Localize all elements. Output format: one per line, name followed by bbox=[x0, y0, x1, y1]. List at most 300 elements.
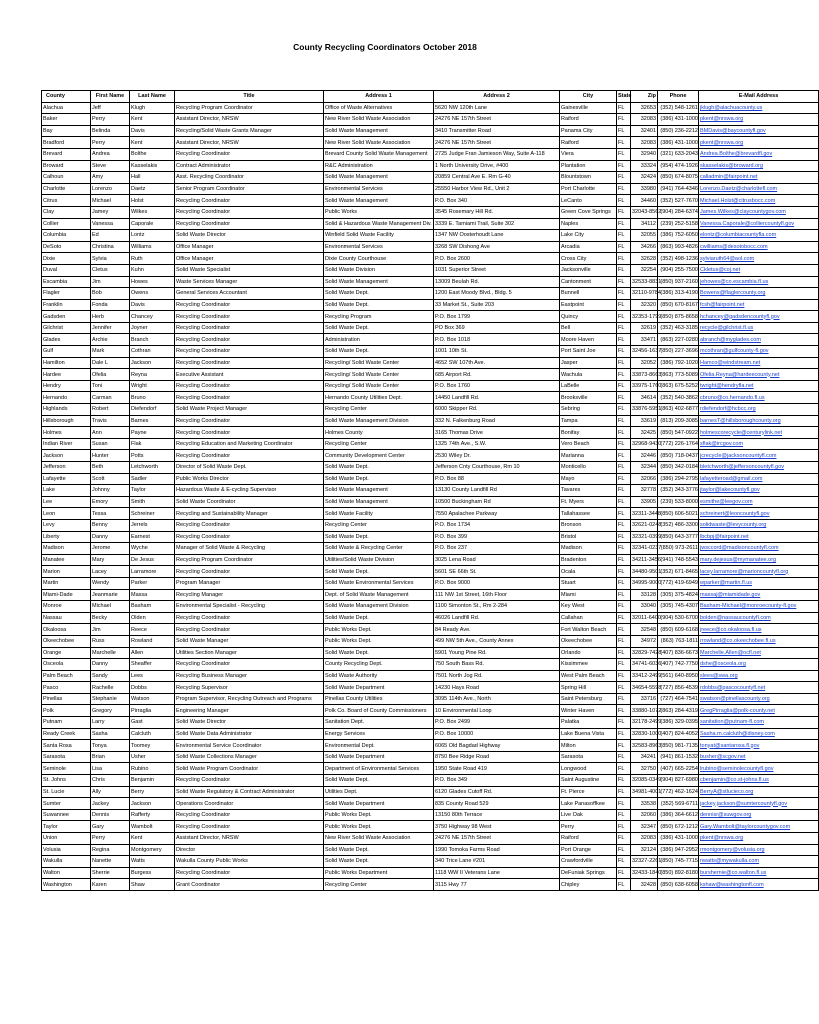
cell-title: Director bbox=[175, 844, 324, 856]
cell-state: FL bbox=[617, 148, 631, 160]
cell-address-2: 1118 WW II Veterans Lane bbox=[434, 867, 560, 879]
cell-first-name: Cletus bbox=[91, 264, 130, 276]
cell-zip: 32424 bbox=[631, 172, 658, 184]
cell-zip: 34981-4001 bbox=[631, 786, 658, 798]
cell-email[interactable]: Hamco@windstream.net bbox=[699, 357, 819, 369]
cell-first-name: Dennis bbox=[91, 809, 130, 821]
cell-email[interactable]: Andrea.Bolthe@brevardfl.gov bbox=[699, 148, 819, 160]
cell-state: FL bbox=[617, 288, 631, 300]
cell-email[interactable]: schreinert@leoncountyfl.gov bbox=[699, 508, 819, 520]
cell-first-name: Herb bbox=[91, 311, 130, 323]
cell-city: Chipley bbox=[560, 879, 617, 891]
column-header-email: E-Mail Address bbox=[699, 91, 819, 103]
cell-email[interactable]: sanitation@putnam-fl.com bbox=[699, 717, 819, 729]
cell-title: Environmental Service Coordinator bbox=[175, 740, 324, 752]
cell-last-name: Toomey bbox=[130, 740, 175, 752]
cell-county: Sarasota bbox=[42, 751, 91, 763]
cell-last-name: Earnest bbox=[130, 531, 175, 543]
cell-address-2: P.O. Box 340 bbox=[434, 195, 560, 207]
cell-county: Polk bbox=[42, 705, 91, 717]
cell-email[interactable]: twright@hendryfla.net bbox=[699, 380, 819, 392]
cell-phone: (772) 462-1624 bbox=[658, 786, 699, 798]
cell-email[interactable]: cwilliams@desotobocc.com bbox=[699, 241, 819, 253]
cell-state: FL bbox=[617, 218, 631, 230]
cell-zip: 32347 bbox=[631, 821, 658, 833]
cell-email[interactable]: recycle@gilchrist.fl.us bbox=[699, 322, 819, 334]
cell-address-1: Winfield Solid Waste Facility bbox=[324, 230, 434, 242]
cell-phone: (863) 675-5252 bbox=[658, 380, 699, 392]
cell-state: FL bbox=[617, 380, 631, 392]
cell-email[interactable]: Bowens@flaglercounty.org bbox=[699, 288, 819, 300]
cell-city: Raiford bbox=[560, 137, 617, 149]
table-row bbox=[42, 241, 819, 253]
cell-first-name: Johnny bbox=[91, 485, 130, 497]
cell-title: Director of Solid Waste Dept. bbox=[175, 462, 324, 474]
cell-city: Eastpoint bbox=[560, 299, 617, 311]
cell-address-1: Brevard County Solid Waste Management bbox=[324, 148, 434, 160]
cell-address-2: 332 N. Falkenburg Road bbox=[434, 415, 560, 427]
cell-title: Recycling Education and Marketing Coordinator bbox=[175, 438, 324, 450]
cell-address-2: P.O. Box 88 bbox=[434, 473, 560, 485]
cell-email[interactable]: slees@swa.org bbox=[699, 670, 819, 682]
cell-last-name: Potts bbox=[130, 450, 175, 462]
cell-zip: 33471 bbox=[631, 334, 658, 346]
table-row bbox=[42, 369, 819, 381]
cell-title: Recycling/Solid Waste Grants Manager bbox=[175, 125, 324, 137]
cell-zip: 33040 bbox=[631, 601, 658, 613]
cell-first-name: Karen bbox=[91, 879, 130, 891]
cell-zip: 33128 bbox=[631, 589, 658, 601]
cell-address-1: Public Works Dept. bbox=[324, 809, 434, 821]
cell-address-2: P.O. Box 237 bbox=[434, 543, 560, 555]
cell-phone: (850) 609-6168 bbox=[658, 624, 699, 636]
cell-zip: 32968-9430 bbox=[631, 438, 658, 450]
cell-state: FL bbox=[617, 635, 631, 647]
cell-phone: (863) 227-0280 bbox=[658, 334, 699, 346]
cell-email[interactable]: holmescorecycle@centurylink.net bbox=[699, 427, 819, 439]
cell-email[interactable]: tonyat@santarosa.fl.gov bbox=[699, 740, 819, 752]
cell-phone: (863) 284-4319 bbox=[658, 705, 699, 717]
cell-email[interactable]: Ckletus@coj.net bbox=[699, 264, 819, 276]
cell-email[interactable]: jcrecycle@jacksoncountyfl.com bbox=[699, 450, 819, 462]
cell-first-name: Hunter bbox=[91, 450, 130, 462]
cell-state: FL bbox=[617, 775, 631, 787]
column-header-last-name: Last Name bbox=[130, 91, 175, 103]
cell-first-name: Toni bbox=[91, 380, 130, 392]
cell-email[interactable]: cbenjamin@co.st-johns.fl.us bbox=[699, 775, 819, 787]
cell-city: Port Charlotte bbox=[560, 183, 617, 195]
cell-phone: (321) 633-2043 bbox=[658, 148, 699, 160]
cell-phone: (941) 861-1532 bbox=[658, 751, 699, 763]
cell-address-2: 25550 Harbor View Rd., Unit 2 bbox=[434, 183, 560, 195]
cell-last-name: Reyna bbox=[130, 369, 175, 381]
cell-email[interactable]: mcothran@gulfcounty-fl.gov bbox=[699, 346, 819, 358]
cell-county: Alachua bbox=[42, 102, 91, 114]
cell-email[interactable]: Basham-Michael@monroecounty-fl.gov bbox=[699, 601, 819, 613]
table-row bbox=[42, 554, 819, 566]
cell-zip: 34741-6036 bbox=[631, 659, 658, 671]
cell-first-name: Belinda bbox=[91, 125, 130, 137]
cell-title: Assistant Director, NRSW bbox=[175, 137, 324, 149]
cell-email[interactable]: rdobbs@pascocountyfl.net bbox=[699, 682, 819, 694]
cell-last-name: Larramore bbox=[130, 566, 175, 578]
cell-zip: 32428 bbox=[631, 879, 658, 891]
cell-county: Highlands bbox=[42, 404, 91, 416]
table-row bbox=[42, 473, 819, 485]
cell-state: FL bbox=[617, 879, 631, 891]
document-title: County Recycling Coordinators October 2018 bbox=[293, 42, 477, 52]
cell-zip: 34112 bbox=[631, 218, 658, 230]
cell-address-1: Public Works Dept. bbox=[324, 624, 434, 636]
cell-title: Recycling Coordinator bbox=[175, 519, 324, 531]
cell-phone: (850) 672-1212 bbox=[658, 821, 699, 833]
cell-last-name: Wyche bbox=[130, 543, 175, 555]
cell-title: Solid Waste Regulatory & Contract Administrator bbox=[175, 786, 324, 798]
cell-address-2: 3545 Rosemary Hill Rd. bbox=[434, 206, 560, 218]
cell-address-1: New River Solid Waste Association bbox=[324, 833, 434, 845]
cell-address-2: 20859 Central Ave E. Rm G-40 bbox=[434, 172, 560, 184]
table-row bbox=[42, 137, 819, 149]
cell-county: Baker bbox=[42, 114, 91, 126]
cell-address-1: Solid Waste Dept. bbox=[324, 462, 434, 474]
cell-last-name: Kasselakis bbox=[130, 160, 175, 172]
cell-county: Walton bbox=[42, 867, 91, 879]
cell-first-name: Amy bbox=[91, 172, 130, 184]
cell-address-2: 3095 114th Ave., North bbox=[434, 693, 560, 705]
table-row bbox=[42, 844, 819, 856]
cell-state: FL bbox=[617, 601, 631, 613]
cell-email[interactable]: cbruno@co.hernando.fl.us bbox=[699, 392, 819, 404]
cell-email[interactable]: jklugh@alachuacounty.us bbox=[699, 102, 819, 114]
cell-email[interactable]: calladmin@fairpoint.net bbox=[699, 172, 819, 184]
table-row bbox=[42, 334, 819, 346]
cell-email[interactable]: lafayetteroad@gmail.com bbox=[699, 473, 819, 485]
cell-phone: (863) 993-4826 bbox=[658, 241, 699, 253]
cell-title: Executive Assistant bbox=[175, 369, 324, 381]
cell-first-name: Perry bbox=[91, 833, 130, 845]
cell-title: Recycling Coordinator bbox=[175, 346, 324, 358]
cell-email[interactable]: dennisr@suwgov.org bbox=[699, 809, 819, 821]
cell-zip: 32446 bbox=[631, 450, 658, 462]
cell-title: Engineering Manager bbox=[175, 705, 324, 717]
cell-address-2: 1990 Tomoka Farms Road bbox=[434, 844, 560, 856]
table-row bbox=[42, 763, 819, 775]
table-row bbox=[42, 589, 819, 601]
cell-email[interactable]: fcsh@fairpoint.net bbox=[699, 299, 819, 311]
cell-first-name: Dale L bbox=[91, 357, 130, 369]
cell-email[interactable]: esmithe@leegov.com bbox=[699, 496, 819, 508]
cell-email[interactable]: jwsccord@madisoncountyfl.com bbox=[699, 543, 819, 555]
cell-address-1: Solid Waste Dept. bbox=[324, 288, 434, 300]
table-row bbox=[42, 311, 819, 323]
cell-first-name: Mary bbox=[91, 554, 130, 566]
cell-address-1: Utilities/Solid Waste Division bbox=[324, 554, 434, 566]
cell-county: Bay bbox=[42, 125, 91, 137]
cell-title: Contract Administrator bbox=[175, 160, 324, 172]
cell-county: Manatee bbox=[42, 554, 91, 566]
cell-email[interactable]: wparker@martin.fl.us bbox=[699, 577, 819, 589]
cell-title: Solid Waste Collections Manager bbox=[175, 751, 324, 763]
cell-title: Assistant Director, NRSW bbox=[175, 833, 324, 845]
cell-address-2: 14230 Hays Road bbox=[434, 682, 560, 694]
cell-city: Lake City bbox=[560, 230, 617, 242]
cell-city: Longwood bbox=[560, 763, 617, 775]
cell-email[interactable]: swatson@pinellascounty.org bbox=[699, 693, 819, 705]
cell-first-name: Ofelia bbox=[91, 369, 130, 381]
cell-county: Taylor bbox=[42, 821, 91, 833]
cell-email[interactable]: pkent@nrswa.org bbox=[699, 137, 819, 149]
cell-county: Lafayette bbox=[42, 473, 91, 485]
cell-email[interactable]: dshe@osceola.org bbox=[699, 659, 819, 671]
cell-address-2: 14450 Landfill Rd. bbox=[434, 392, 560, 404]
cell-state: FL bbox=[617, 519, 631, 531]
cell-email[interactable]: hchancey@gadsdencountyfl.gov bbox=[699, 311, 819, 323]
cell-state: FL bbox=[617, 693, 631, 705]
cell-county: Leon bbox=[42, 508, 91, 520]
cell-first-name: Marchelle bbox=[91, 647, 130, 659]
cell-city: Spring Hill bbox=[560, 682, 617, 694]
cell-first-name: Perry bbox=[91, 114, 130, 126]
cell-state: FL bbox=[617, 833, 631, 845]
cell-address-2: P.O. Box 2499 bbox=[434, 717, 560, 729]
cell-city: West Palm Beach bbox=[560, 670, 617, 682]
cell-state: FL bbox=[617, 183, 631, 195]
cell-email[interactable]: BerryA@stlucieco.org bbox=[699, 786, 819, 798]
cell-phone: (352) 548-1261 bbox=[658, 102, 699, 114]
cell-phone: (386) 431-1000 bbox=[658, 137, 699, 149]
cell-first-name: Archie bbox=[91, 334, 130, 346]
cell-email[interactable]: jtaylor@lakecountyfl.gov bbox=[699, 485, 819, 497]
cell-county: Martin bbox=[42, 577, 91, 589]
cell-address-1: Recycling Center bbox=[324, 404, 434, 416]
cell-phone: (352) 498-1236 bbox=[658, 253, 699, 265]
table-row bbox=[42, 856, 819, 868]
cell-county: Hardee bbox=[42, 369, 91, 381]
cell-state: FL bbox=[617, 322, 631, 334]
cell-phone: (727) 464-7541 bbox=[658, 693, 699, 705]
cell-address-1: Community Development Center bbox=[324, 450, 434, 462]
cell-email[interactable]: Michael.Holst@citrusbocc.com bbox=[699, 195, 819, 207]
cell-address-2: P.O. Box 399 bbox=[434, 531, 560, 543]
cell-zip: 34654-5598 bbox=[631, 682, 658, 694]
cell-address-2: P.O. Box 1799 bbox=[434, 311, 560, 323]
table-row bbox=[42, 577, 819, 589]
cell-email[interactable]: elontz@columbiacountyfla.com bbox=[699, 230, 819, 242]
table-row bbox=[42, 867, 819, 879]
cell-email[interactable]: Vanessa.Caporale@colliercountyfl.gov bbox=[699, 218, 819, 230]
cell-email[interactable]: rrowland@co.okeechobee.fl.us bbox=[699, 635, 819, 647]
cell-email[interactable]: lbcbpj@fairpoint.net bbox=[699, 531, 819, 543]
cell-email[interactable]: Gary.Wambolt@taylorcountygov.com bbox=[699, 821, 819, 833]
cell-county: Bradford bbox=[42, 137, 91, 149]
table-row bbox=[42, 322, 819, 334]
cell-last-name: Barnes bbox=[130, 415, 175, 427]
table-row bbox=[42, 357, 819, 369]
cell-zip: 34972 bbox=[631, 635, 658, 647]
cell-phone: (407) 836-6673 bbox=[658, 647, 699, 659]
cell-city: Cantonment bbox=[560, 276, 617, 288]
cell-email[interactable]: lrubino@seminolecountyfl.gov bbox=[699, 763, 819, 775]
cell-address-1: Solid Waste Facility bbox=[324, 508, 434, 520]
cell-email[interactable]: rmontgomery@volusia.org bbox=[699, 844, 819, 856]
cell-phone: (386) 792-1020 bbox=[658, 357, 699, 369]
cell-first-name: Ann bbox=[91, 427, 130, 439]
cell-city: Gainesville bbox=[560, 102, 617, 114]
cell-state: FL bbox=[617, 867, 631, 879]
cell-title: Recycling Coordinator bbox=[175, 392, 324, 404]
table-row bbox=[42, 740, 819, 752]
cell-email[interactable]: rdiefendorf@hcbcc.org bbox=[699, 404, 819, 416]
cell-first-name: Michael bbox=[91, 601, 130, 613]
cell-email[interactable]: jackey.jackson@sumtercountyfl.gov bbox=[699, 798, 819, 810]
cell-first-name: Stephanie bbox=[91, 693, 130, 705]
cell-last-name: Bolthe bbox=[130, 148, 175, 160]
cell-zip: 32327-2261 bbox=[631, 856, 658, 868]
cell-city: Ft. Pierce bbox=[560, 786, 617, 798]
cell-email[interactable]: nwatts@mywakulla.com bbox=[699, 856, 819, 868]
table-row bbox=[42, 775, 819, 787]
cell-city: Plantation bbox=[560, 160, 617, 172]
cell-title: Asst. Recycling Coordinator bbox=[175, 172, 324, 184]
cell-title: Solid Waste Director bbox=[175, 230, 324, 242]
cell-title: Recycling Business Manager bbox=[175, 670, 324, 682]
cell-phone: (863) 402-6877 bbox=[658, 404, 699, 416]
cell-email[interactable]: Lorenzo.Daetz@charlottefl.com bbox=[699, 183, 819, 195]
cell-zip: 32178-2499 bbox=[631, 717, 658, 729]
cell-last-name: Holst bbox=[130, 195, 175, 207]
table-row bbox=[42, 404, 819, 416]
cell-email[interactable]: GregPirraglia@polk-county.net bbox=[699, 705, 819, 717]
cell-last-name: Lontz bbox=[130, 230, 175, 242]
cell-email[interactable]: sflak@ircgov.com bbox=[699, 438, 819, 450]
cell-city: Mayo bbox=[560, 473, 617, 485]
cell-email[interactable]: lacey.larramore@marioncountyfl.org bbox=[699, 566, 819, 578]
cell-city: Milton bbox=[560, 740, 617, 752]
cell-email[interactable]: Marchelle.Allen@ocfl.net bbox=[699, 647, 819, 659]
table-body bbox=[42, 102, 819, 890]
cell-first-name: Beth bbox=[91, 462, 130, 474]
cell-email[interactable]: bolden@nassaucountyfl.com bbox=[699, 612, 819, 624]
cell-first-name: Mark bbox=[91, 346, 130, 358]
cell-email[interactable]: mary.dejesus@mymanatee.org bbox=[699, 554, 819, 566]
cell-email[interactable]: James.Wilkes@claycountygov.com bbox=[699, 206, 819, 218]
cell-zip: 32110-9784 bbox=[631, 288, 658, 300]
cell-address-1: Department of Environmental Services bbox=[324, 763, 434, 775]
cell-phone: (352) 486-3300 bbox=[658, 519, 699, 531]
cell-title: Recycling Coordinator bbox=[175, 148, 324, 160]
cell-last-name: Kent bbox=[130, 137, 175, 149]
cell-state: FL bbox=[617, 485, 631, 497]
cell-phone: (850) 745-7715 bbox=[658, 856, 699, 868]
cell-first-name: Steve bbox=[91, 160, 130, 172]
cell-title: Recycling Coordinator bbox=[175, 867, 324, 879]
cell-email[interactable]: abranch@myglades.com bbox=[699, 334, 819, 346]
cell-email[interactable]: skasselakis@broward.org bbox=[699, 160, 819, 172]
cell-state: FL bbox=[617, 844, 631, 856]
cell-zip: 32456-1637 bbox=[631, 346, 658, 358]
cell-state: FL bbox=[617, 473, 631, 485]
cell-last-name: Caporale bbox=[130, 218, 175, 230]
cell-state: FL bbox=[617, 369, 631, 381]
cell-city: DeFuniak Springs bbox=[560, 867, 617, 879]
cell-zip: 32583-8963 bbox=[631, 740, 658, 752]
cell-state: FL bbox=[617, 137, 631, 149]
cell-first-name: Lacey bbox=[91, 566, 130, 578]
table-row bbox=[42, 670, 819, 682]
cell-county: Washington bbox=[42, 879, 91, 891]
cell-zip: 32533-8831 bbox=[631, 276, 658, 288]
cell-address-1: Sanitation Dept. bbox=[324, 717, 434, 729]
cell-address-1: New River Solid Waste Association bbox=[324, 137, 434, 149]
cell-email[interactable]: burshernie@co.walton.fl.us bbox=[699, 867, 819, 879]
cell-title: Senior Program Coordinator bbox=[175, 183, 324, 195]
cell-email[interactable]: Ofelia.Reyna@hardeecounty.net bbox=[699, 369, 819, 381]
cell-email[interactable]: busher@scgov.net bbox=[699, 751, 819, 763]
cell-city: Raiford bbox=[560, 833, 617, 845]
cell-address-2: 6000 Skipper Rd. bbox=[434, 404, 560, 416]
cell-last-name: Howes bbox=[130, 276, 175, 288]
cell-address-2: 1347 NW Oosterhoudt Lane bbox=[434, 230, 560, 242]
cell-email[interactable]: massaj@miamidade.gov bbox=[699, 589, 819, 601]
cell-address-2: 24276 NE 157th Street bbox=[434, 137, 560, 149]
cell-address-2: 685 Airport Rd. bbox=[434, 369, 560, 381]
cell-phone: (850) 236-2212 bbox=[658, 125, 699, 137]
cell-county: Madison bbox=[42, 543, 91, 555]
cell-last-name: Lees bbox=[130, 670, 175, 682]
cell-address-2: 6065 Old Bagdad Highway bbox=[434, 740, 560, 752]
cell-state: FL bbox=[617, 809, 631, 821]
cell-last-name: Diefendorf bbox=[130, 404, 175, 416]
cell-address-1: Recycling/ Solid Waste Center bbox=[324, 369, 434, 381]
cell-address-2: P.O. Box 2600 bbox=[434, 253, 560, 265]
cell-zip: 33619 bbox=[631, 415, 658, 427]
cell-city: Brooksville bbox=[560, 392, 617, 404]
cell-email[interactable]: bletchworth@jeffersoncountyfl.gov bbox=[699, 462, 819, 474]
table-row bbox=[42, 496, 819, 508]
cell-county: Pasco bbox=[42, 682, 91, 694]
cell-first-name: Christina bbox=[91, 241, 130, 253]
cell-email[interactable]: Sasha.m.calcluth@disney.com bbox=[699, 728, 819, 740]
cell-address-1: Recycling Center bbox=[324, 879, 434, 891]
table-row bbox=[42, 415, 819, 427]
cell-zip: 32940 bbox=[631, 148, 658, 160]
cell-phone: (386) 431-1000 bbox=[658, 833, 699, 845]
cell-email[interactable]: sylviaruth64@aol.com bbox=[699, 253, 819, 265]
cell-address-2: 2725 Judge Fran Jamieson Way, Suite A-118 bbox=[434, 148, 560, 160]
cell-title: Recycling Coordinator bbox=[175, 357, 324, 369]
cell-email[interactable]: pkent@nrswa.org bbox=[699, 114, 819, 126]
cell-zip: 32083 bbox=[631, 114, 658, 126]
cell-city: Tavares bbox=[560, 485, 617, 497]
table-row bbox=[42, 833, 819, 845]
cell-email[interactable]: jehowes@co.escambia.fl.us bbox=[699, 276, 819, 288]
cell-last-name: Reece bbox=[130, 624, 175, 636]
cell-zip: 32433-1840 bbox=[631, 867, 658, 879]
cell-email[interactable]: pkent@nrswa.org bbox=[699, 833, 819, 845]
cell-phone: (386) 364-6612 bbox=[658, 809, 699, 821]
cell-email[interactable]: jreece@co.okaloosa.fl.us bbox=[699, 624, 819, 636]
cell-email[interactable]: solidwaste@levycounty.org bbox=[699, 519, 819, 531]
cell-county: Ready Creek bbox=[42, 728, 91, 740]
cell-first-name: Jim bbox=[91, 624, 130, 636]
table-row bbox=[42, 218, 819, 230]
cell-email[interactable]: barnesT@hillsboroughcounty.org bbox=[699, 415, 819, 427]
cell-email[interactable]: BMDavis@baycountyfl.gov bbox=[699, 125, 819, 137]
cell-title: Recycling and Sustainability Manager bbox=[175, 508, 324, 520]
cell-zip: 32401 bbox=[631, 125, 658, 137]
cell-address-1: Solid Waste Authority bbox=[324, 670, 434, 682]
cell-email[interactable]: kshaw@washingtonfl.com bbox=[699, 879, 819, 891]
